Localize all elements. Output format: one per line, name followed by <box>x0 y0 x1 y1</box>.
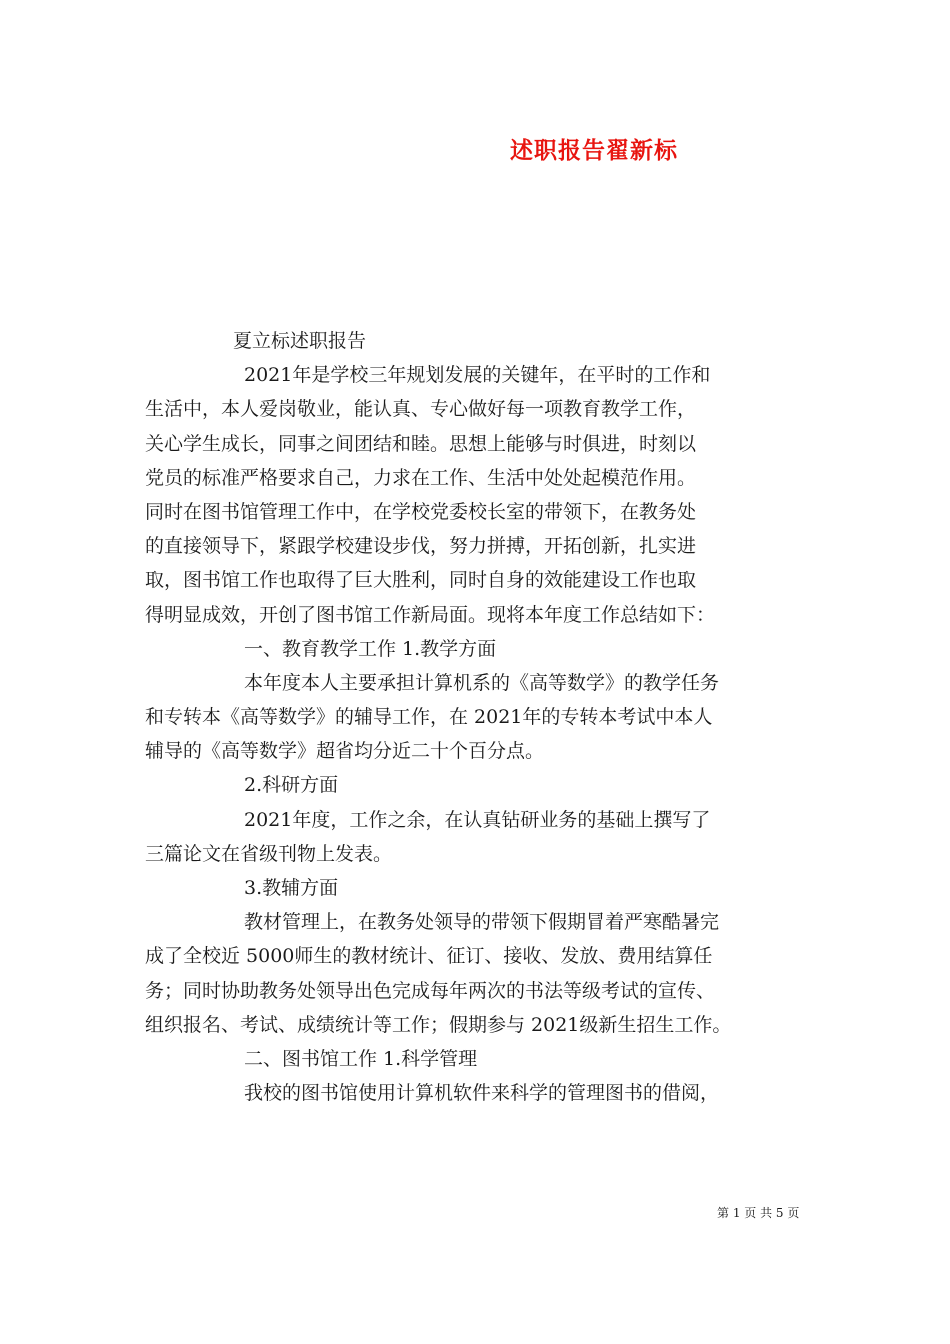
body-line: 辅导的《高等数学》超省均分近二十个百分点。 <box>145 740 545 763</box>
body-line: 成了全校近 5000师生的教材统计、征订、接收、发放、费用结算任 <box>145 945 713 968</box>
body-line: 教材管理上，在教务处领导的带领下假期冒着严寒酷暑完 <box>244 911 720 934</box>
page-footer: 第 1 页 共 5 页 <box>717 1206 800 1220</box>
body-line: 一、教育教学工作 1.教学方面 <box>244 637 497 660</box>
body-line: 2021年度，工作之余，在认真钻研业务的基础上撰写了 <box>244 808 711 831</box>
body-line: 生活中，本人爱岗敬业，能认真、专心做好每一项教育教学工作， <box>145 398 697 421</box>
body-line: 3.教辅方面 <box>244 877 339 899</box>
body-line: 和专转本《高等数学》的辅导工作，在 2021年的专转本考试中本人 <box>145 706 713 729</box>
body-line: 三篇论文在省级刊物上发表。 <box>145 842 393 865</box>
body-line: 关心学生成长，同事之间团结和睦。思想上能够与时俱进，时刻以 <box>145 432 697 455</box>
body-line: 务；同时协助教务处领导出色完成每年两次的书法等级考试的宣传、 <box>145 979 716 1002</box>
body-line: 组织报名、考试、成绩统计等工作；假期参与 2021级新生招生工作。 <box>145 1013 732 1036</box>
body-line: 我校的图书馆使用计算机软件来科学的管理图书的借阅， <box>244 1082 720 1105</box>
body-line: 党员的标准严格要求自己，力求在工作、生活中处处起模范作用。 <box>145 466 697 489</box>
body-line: 得明显成效，开创了图书馆工作新局面。现将本年度工作总结如下： <box>145 603 716 626</box>
body-line: 同时在图书馆管理工作中，在学校党委校长室的带领下，在教务处 <box>145 500 697 523</box>
document-title: 述职报告翟新标 <box>510 137 678 164</box>
body-line: 取，图书馆工作也取得了巨大胜利，同时自身的效能建设工作也取 <box>145 569 697 592</box>
document-body <box>145 324 810 1110</box>
body-line: 2.科研方面 <box>244 774 339 797</box>
body-line: 夏立标述职报告 <box>233 330 367 352</box>
body-line: 的直接领导下，紧跟学校建设步伐，努力拼搏，开拓创新，扎实进 <box>145 535 697 558</box>
body-line: 二、图书馆工作 1.科学管理 <box>244 1047 478 1070</box>
body-line: 本年度本人主要承担计算机系的《高等数学》的教学任务 <box>244 671 720 694</box>
body-line: 2021年是学校三年规划发展的关键年，在平时的工作和 <box>244 364 711 387</box>
